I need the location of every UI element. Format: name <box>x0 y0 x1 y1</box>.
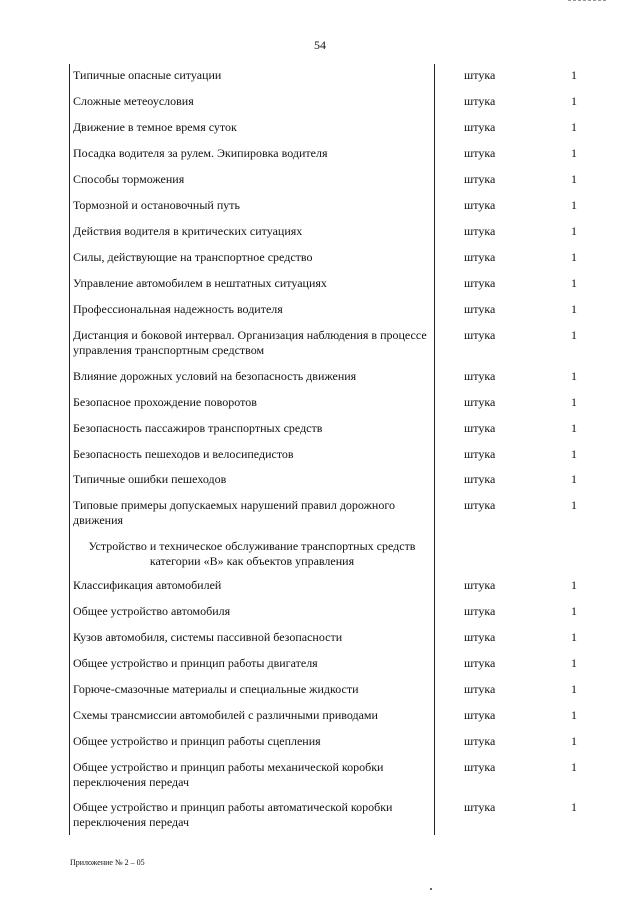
row-name: Управление автомобилем в нештатных ситуациях <box>73 276 327 290</box>
row-unit: штука <box>464 198 496 212</box>
row-name: Общее устройство автомобиля <box>73 604 231 618</box>
row-quantity: 1 <box>571 604 577 618</box>
table-column-divider <box>434 64 435 835</box>
row-quantity: 1 <box>571 328 577 342</box>
row-unit: штука <box>464 760 496 774</box>
section-title: Устройство и техническое обслуживание транспортных средств категории «В» как объектов управления <box>88 539 416 568</box>
row-unit: штука <box>464 421 496 435</box>
row-name: Дистанция и боковой интервал. Организация наблюдения в процессе управления транспортным средством <box>73 328 427 357</box>
row-name: Безопасность пассажиров транспортных средств <box>73 421 323 435</box>
row-quantity: 1 <box>571 198 577 212</box>
row-unit: штука <box>464 395 496 409</box>
scan-mark <box>568 0 606 2</box>
row-quantity: 1 <box>571 302 577 316</box>
row-quantity: 1 <box>571 447 577 461</box>
row-unit: штука <box>464 120 496 134</box>
row-name: Общее устройство и принцип работы автоматической коробки переключения передач <box>73 800 393 829</box>
row-unit: штука <box>464 250 496 264</box>
row-unit: штука <box>464 734 496 748</box>
row-quantity: 1 <box>571 369 577 383</box>
row-name: Безопасное прохождение поворотов <box>73 395 257 409</box>
row-name: Влияние дорожных условий на безопасность движения <box>73 369 357 383</box>
row-quantity: 1 <box>571 224 577 238</box>
row-quantity: 1 <box>571 578 577 592</box>
row-quantity: 1 <box>571 708 577 722</box>
row-unit: штука <box>464 94 496 108</box>
row-name: Типичные опасные ситуации <box>73 68 222 82</box>
row-quantity: 1 <box>571 172 577 186</box>
row-unit: штука <box>464 578 496 592</box>
page-number: 54 <box>314 38 326 52</box>
row-name: Типичные ошибки пешеходов <box>73 472 227 486</box>
row-unit: штука <box>464 276 496 290</box>
row-unit: штука <box>464 447 496 461</box>
row-unit: штука <box>464 68 496 82</box>
row-quantity: 1 <box>571 656 577 670</box>
row-quantity: 1 <box>571 421 577 435</box>
row-name: Действия водителя в критических ситуациях <box>73 224 303 238</box>
row-unit: штука <box>464 604 496 618</box>
row-unit: штука <box>464 172 496 186</box>
row-name: Общее устройство и принцип работы механической коробки переключения передач <box>73 760 384 789</box>
row-quantity: 1 <box>571 630 577 644</box>
row-quantity: 1 <box>571 498 577 512</box>
row-name: Схемы трансмиссии автомобилей с различными приводами <box>73 708 378 722</box>
row-unit: штука <box>464 708 496 722</box>
row-unit: штука <box>464 302 496 316</box>
row-quantity: 1 <box>571 395 577 409</box>
row-name: Классификация автомобилей <box>73 578 222 592</box>
row-name: Профессиональная надежность водителя <box>73 302 283 316</box>
row-quantity: 1 <box>571 146 577 160</box>
row-unit: штука <box>464 630 496 644</box>
scan-speck <box>430 888 432 890</box>
row-name: Горюче-смазочные материалы и специальные жидкости <box>73 682 359 696</box>
row-quantity: 1 <box>571 760 577 774</box>
row-name: Общее устройство и принцип работы сцепления <box>73 734 321 748</box>
row-name: Движение в темное время суток <box>73 120 237 134</box>
row-quantity: 1 <box>571 800 577 814</box>
row-name: Кузов автомобиля, системы пассивной безопасности <box>73 630 343 644</box>
row-quantity: 1 <box>571 94 577 108</box>
row-quantity: 1 <box>571 68 577 82</box>
footer-appendix-label: Приложение № 2 – 05 <box>70 858 145 867</box>
row-unit: штука <box>464 800 496 814</box>
row-unit: штука <box>464 472 496 486</box>
row-name: Типовые примеры допускаемых нарушений правил дорожного движения <box>73 498 395 527</box>
row-name: Сложные метеоусловия <box>73 94 194 108</box>
row-unit: штука <box>464 328 496 342</box>
row-quantity: 1 <box>571 250 577 264</box>
row-quantity: 1 <box>571 276 577 290</box>
row-name: Безопасность пешеходов и велосипедистов <box>73 447 294 461</box>
row-unit: штука <box>464 369 496 383</box>
row-name: Силы, действующие на транспортное средство <box>73 250 313 264</box>
row-quantity: 1 <box>571 120 577 134</box>
row-unit: штука <box>464 224 496 238</box>
row-quantity: 1 <box>571 734 577 748</box>
table-left-border <box>69 64 70 835</box>
row-unit: штука <box>464 146 496 160</box>
row-name: Общее устройство и принцип работы двигателя <box>73 656 318 670</box>
row-unit: штука <box>464 656 496 670</box>
row-unit: штука <box>464 682 496 696</box>
row-name: Посадка водителя за рулем. Экипировка водителя <box>73 146 328 160</box>
row-name: Способы торможения <box>73 172 185 186</box>
row-unit: штука <box>464 498 496 512</box>
row-quantity: 1 <box>571 472 577 486</box>
row-name: Тормозной и остановочный путь <box>73 198 240 212</box>
row-quantity: 1 <box>571 682 577 696</box>
